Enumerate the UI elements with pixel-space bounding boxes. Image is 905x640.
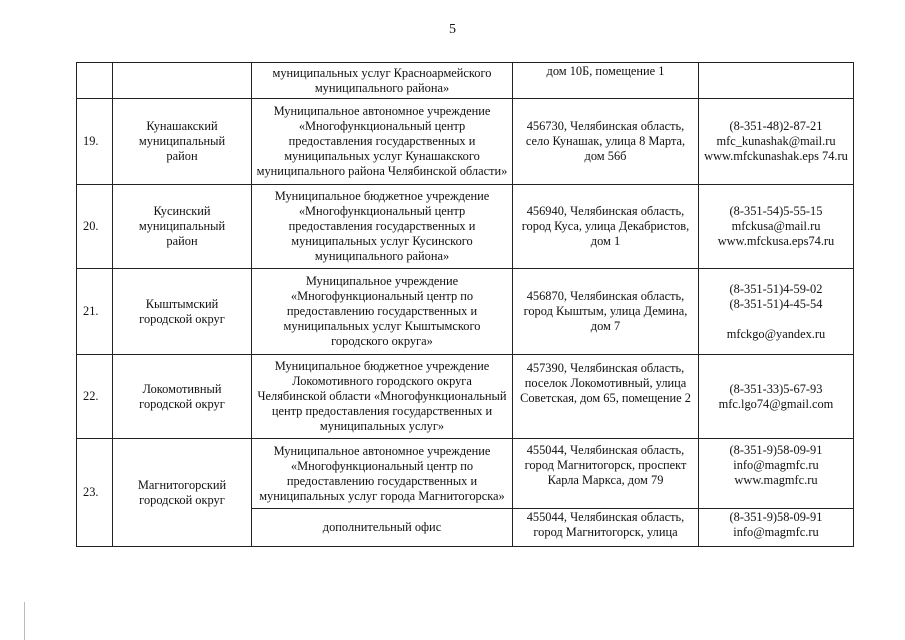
phone-number: (8-351-9)58-09-91 (729, 443, 823, 457)
website-url: www.mfckunashak.eps 74.ru (704, 149, 848, 163)
institution-line: предоставлению государственных и (286, 473, 478, 488)
institution-line: муниципальных услуг города Магнитогорска» (259, 488, 505, 503)
institution-cell (252, 269, 513, 355)
district-line: Кусинский (153, 204, 211, 218)
institution-cell (252, 355, 513, 439)
district-line: Магнитогорский (137, 477, 227, 492)
institution-line: предоставления государственных и (288, 134, 476, 148)
email-address: info@magmfc.ru (733, 458, 819, 472)
email-address: mfckusa@mail.ru (731, 219, 821, 233)
mfc-table (76, 62, 854, 547)
district-line: городской округ (139, 396, 225, 411)
row-number: 23. (77, 439, 113, 547)
address-cell (513, 439, 699, 509)
institution-line: муниципального района» (314, 249, 450, 263)
district-line: Кыштымский (145, 296, 219, 311)
institution-line: «Многофункциональный центр по (290, 289, 474, 303)
address-cell (513, 509, 699, 547)
phone-number: (8-351-51)4-45-54 (729, 296, 823, 311)
district-line: район (166, 234, 198, 248)
district-line: городской округ (139, 492, 225, 507)
email-address: info@magmfc.ru (733, 525, 819, 539)
institution-line: муниципальных услуг Кыштымского (283, 319, 481, 333)
table-row (77, 63, 854, 99)
institution-line: муниципального района Челябинской области» (256, 164, 508, 178)
table-row (77, 269, 854, 355)
address-line: город Магнитогорск, проспект (524, 458, 687, 472)
institution-line: муниципального района» (314, 80, 450, 95)
district-cell (113, 269, 252, 355)
district-line: район (166, 149, 198, 163)
district-cell (113, 63, 252, 99)
institution-line: «Многофункциональный центр по (290, 458, 474, 473)
email-address: mfc.lgo74@gmail.com (718, 396, 834, 411)
contacts-cell (699, 269, 854, 355)
phone-number: (8-351-9)58-09-91 (729, 510, 823, 524)
row-number: 22. (77, 355, 113, 439)
table-row (77, 99, 854, 185)
institution-line: «Многофункциональный центр (298, 119, 466, 133)
institution-line: муниципальных услуг Красноармейского (272, 65, 492, 80)
address-line: город Куса, улица Декабристов, (521, 219, 690, 233)
address-line: дом 56б (584, 149, 627, 163)
institution-line: муниципальных услуг Кунашакского (284, 149, 480, 163)
institution-line: муниципальных услуг Кусинского (291, 234, 473, 248)
table-row (77, 185, 854, 269)
address-line: 456870, Челябинская область, (526, 289, 685, 303)
email-address: mfckgo@yandex.ru (726, 326, 826, 341)
address-line: дом 10Б, помещение 1 (546, 64, 665, 78)
phone-number: (8-351-54)5-55-15 (729, 204, 823, 218)
address-line: 456730, Челябинская область, (526, 119, 685, 133)
institution-cell (252, 99, 513, 185)
contacts-cell (699, 63, 854, 99)
institution-line: Муниципальное автономное учреждение (273, 443, 491, 458)
institution-cell (252, 509, 513, 547)
spacer (702, 312, 850, 327)
institution-line: центр предоставления государственных и (271, 404, 493, 418)
institution-line: Муниципальное учреждение (305, 274, 459, 288)
district-line: городской округ (139, 311, 225, 326)
address-line: поселок Локомотивный, улица (524, 376, 687, 390)
institution-cell (252, 63, 513, 99)
address-line: 456940, Челябинская область, (526, 204, 685, 218)
institution-line: предоставления государственных и (288, 219, 476, 233)
institution-line: Локомотивного городского округа (292, 374, 472, 388)
institution-line: муниципальных услуг» (319, 419, 445, 433)
address-cell (513, 185, 699, 269)
contacts-cell (699, 509, 854, 547)
address-line: 455044, Челябинская область, (526, 443, 685, 457)
address-line: 457390, Челябинская область, (526, 361, 685, 375)
institution-line: предоставлению государственных и (286, 304, 478, 318)
phone-number: (8-351-33)5-67-93 (729, 381, 823, 396)
page-number: 5 (449, 22, 456, 37)
district-cell (113, 439, 252, 547)
email-address: mfc_kunashak@mail.ru (716, 134, 836, 148)
institution-line: Муниципальное бюджетное учреждение (274, 359, 490, 373)
district-line: муниципальный (138, 134, 226, 148)
institution-line: Муниципальное бюджетное учреждение (274, 189, 490, 203)
institution-cell (252, 185, 513, 269)
website-url: www.magmfc.ru (734, 473, 818, 487)
address-line: село Кунашак, улица 8 Марта, (525, 134, 686, 148)
website-url: www.mfckusa.eps74.ru (717, 234, 835, 248)
district-cell (113, 185, 252, 269)
address-line: 455044, Челябинская область, (526, 510, 685, 524)
contacts-cell (699, 185, 854, 269)
row-number: 20. (77, 185, 113, 269)
institution-line: Муниципальное автономное учреждение (273, 104, 491, 118)
district-line: Кунашакский (146, 119, 218, 133)
address-cell (513, 99, 699, 185)
row-number: 19. (77, 99, 113, 185)
institution-line: дополнительный офис (322, 520, 442, 534)
contacts-cell (699, 355, 854, 439)
institution-cell (252, 439, 513, 509)
row-number (77, 63, 113, 99)
address-cell (513, 63, 699, 99)
address-line: дом 1 (590, 234, 621, 248)
district-line: муниципальный (138, 219, 226, 233)
scan-edge-line (24, 602, 25, 640)
table-row (77, 439, 854, 509)
phone-number: (8-351-51)4-59-02 (729, 281, 823, 296)
address-line: Советская, дом 65, помещение 2 (520, 391, 691, 405)
district-line: Локомотивный (142, 381, 222, 396)
row-number: 21. (77, 269, 113, 355)
contacts-cell (699, 439, 854, 509)
district-cell (113, 355, 252, 439)
contacts-cell (699, 99, 854, 185)
address-line: дом 7 (590, 319, 621, 333)
table-row (77, 355, 854, 439)
institution-line: городского округа» (331, 334, 433, 348)
institution-line: Челябинской области «Многофункциональный (257, 389, 507, 403)
address-cell (513, 269, 699, 355)
institution-line: «Многофункциональный центр (298, 204, 466, 218)
phone-number: (8-351-48)2-87-21 (729, 119, 823, 133)
district-cell (113, 99, 252, 185)
address-line: город Кыштым, улица Демина, (523, 304, 688, 318)
address-line: Карла Маркса, дом 79 (547, 473, 664, 487)
address-line: город Магнитогорск, улица (533, 525, 678, 539)
address-cell (513, 355, 699, 439)
